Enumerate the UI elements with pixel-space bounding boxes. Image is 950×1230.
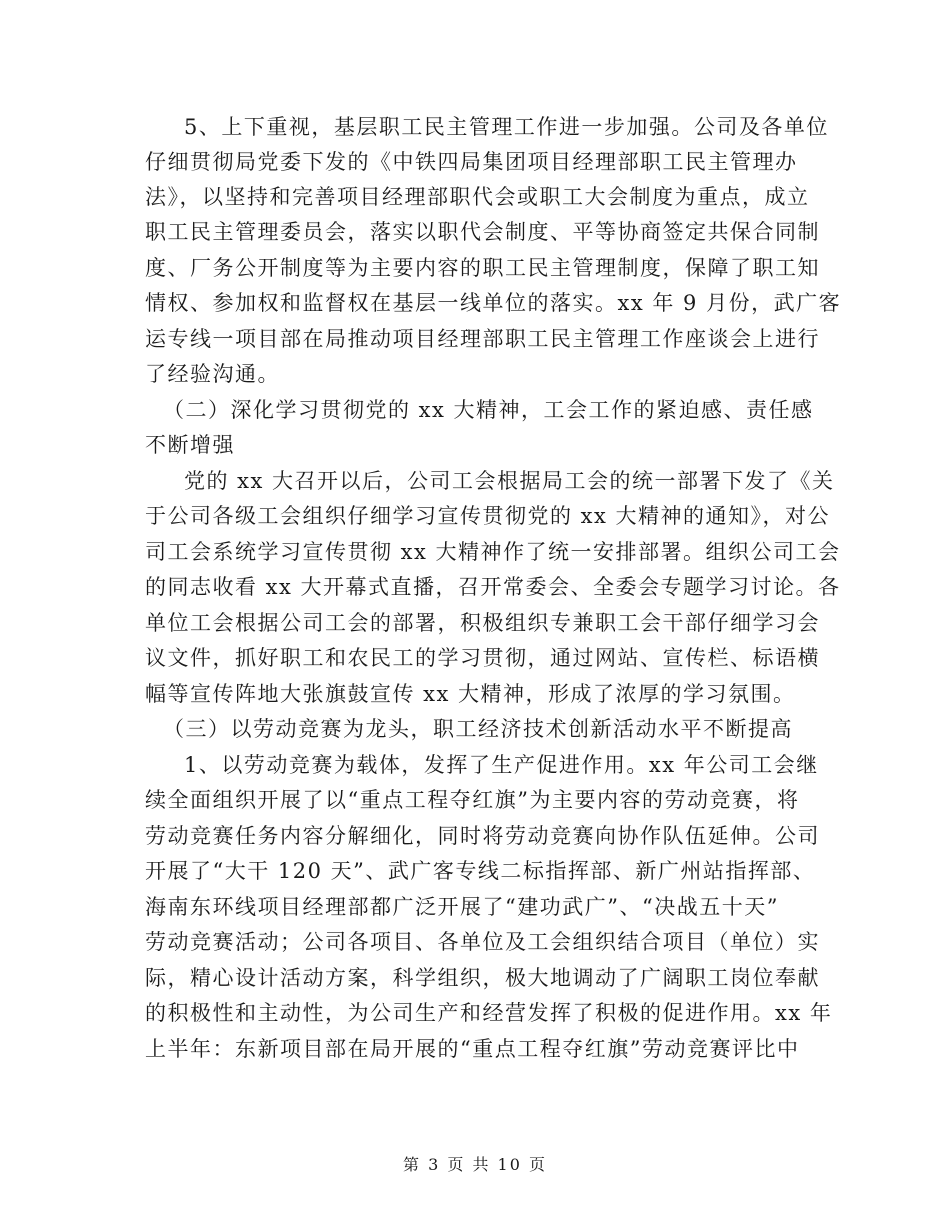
paragraph-line: 劳动竞赛任务内容分解细化，同时将劳动竞赛向协作队伍延伸。公司 xyxy=(145,824,820,848)
paragraph-line: 度、厂务公开制度等为主要内容的职工民主管理制度，保障了职工知 xyxy=(145,256,820,280)
paragraph-line: 仔细贯彻局党委下发的《中铁四局集团项目经理部职工民主管理办 xyxy=(145,150,798,174)
paragraph-line: 续全面组织开展了以“重点工程夺红旗”为主要内容的劳动竞赛，将 xyxy=(145,788,800,812)
paragraph-line: 司工会系统学习宣传贯彻 xx 大精神作了统一安排部署。组织公司工会 xyxy=(145,540,841,564)
section-heading: 不断增强 xyxy=(145,433,235,457)
paragraph-line: 议文件，抓好职工和农民工的学习贯彻，通过网站、宣传栏、标语横 xyxy=(145,646,820,670)
paragraph-line: 5、上下重视，基层职工民主管理工作进一步加强。公司及各单位 xyxy=(184,115,829,139)
paragraph-line: 党的 xx 大召开以后，公司工会根据局工会的统一部署下发了《关 xyxy=(184,469,835,493)
paragraph-line: 1、以劳动竞赛为载体，发挥了生产促进作用。xx 年公司工会继 xyxy=(184,753,819,777)
paragraph-line: 幅等宣传阵地大张旗鼓宣传 xx 大精神，形成了浓厚的学习氛围。 xyxy=(145,682,796,706)
paragraph-line: 于公司各级工会组织仔细学习宣传贯彻党的 xx 大精神的通知》，对公 xyxy=(145,504,831,528)
paragraph-line: 法》，以坚持和完善项目经理部职代会或职工大会制度为重点，成立 xyxy=(145,185,810,209)
paragraph-line: 职工民主管理委员会，落实以职代会制度、平等协商签定共保合同制 xyxy=(145,220,820,244)
paragraph-line: 际，精心设计活动方案，科学组织，极大地调动了广阔职工岗位奉献 xyxy=(145,966,820,990)
paragraph-line: 运专线一项目部在局推动项目经理部职工民主管理工作座谈会上进行 xyxy=(145,327,820,351)
section-heading: （二）深化学习贯彻党的 xx 大精神，工会工作的紧迫感、责任感 xyxy=(163,398,814,422)
paragraph-line: 了经验沟通。 xyxy=(145,362,280,386)
paragraph-line: 的积极性和主动性，为公司生产和经营发挥了积极的促进作用。xx 年 xyxy=(145,1001,833,1025)
paragraph-line: 海南东环线项目经理部都广泛开展了“建功武广”、“决战五十天” xyxy=(145,895,779,919)
paragraph-line: 的同志收看 xx 大开幕式直播，召开常委会、全委会专题学习讨论。各 xyxy=(145,575,841,599)
paragraph-line: 开展了“大干 120 天”、武广客专线二标指挥部、新广州站指挥部、 xyxy=(145,859,816,883)
page-number-footer: 第 3 页 共 10 页 xyxy=(403,1155,547,1174)
paragraph-line: 劳动竞赛活动；公司各项目、各单位及工会组织结合项目（单位）实 xyxy=(145,930,820,954)
section-heading: （三）以劳动竞赛为龙头，职工经济技术创新活动水平不断提高 xyxy=(163,717,793,741)
paragraph-line: 上半年：东新项目部在局开展的“重点工程夺红旗”劳动竞赛评比中 xyxy=(145,1037,800,1061)
paragraph-line: 单位工会根据公司工会的部署，积极组织专兼职工会干部仔细学习会 xyxy=(145,611,820,635)
paragraph-line: 情权、参加权和监督权在基层一线单位的落实。xx 年 9 月份，武广客 xyxy=(145,291,842,315)
